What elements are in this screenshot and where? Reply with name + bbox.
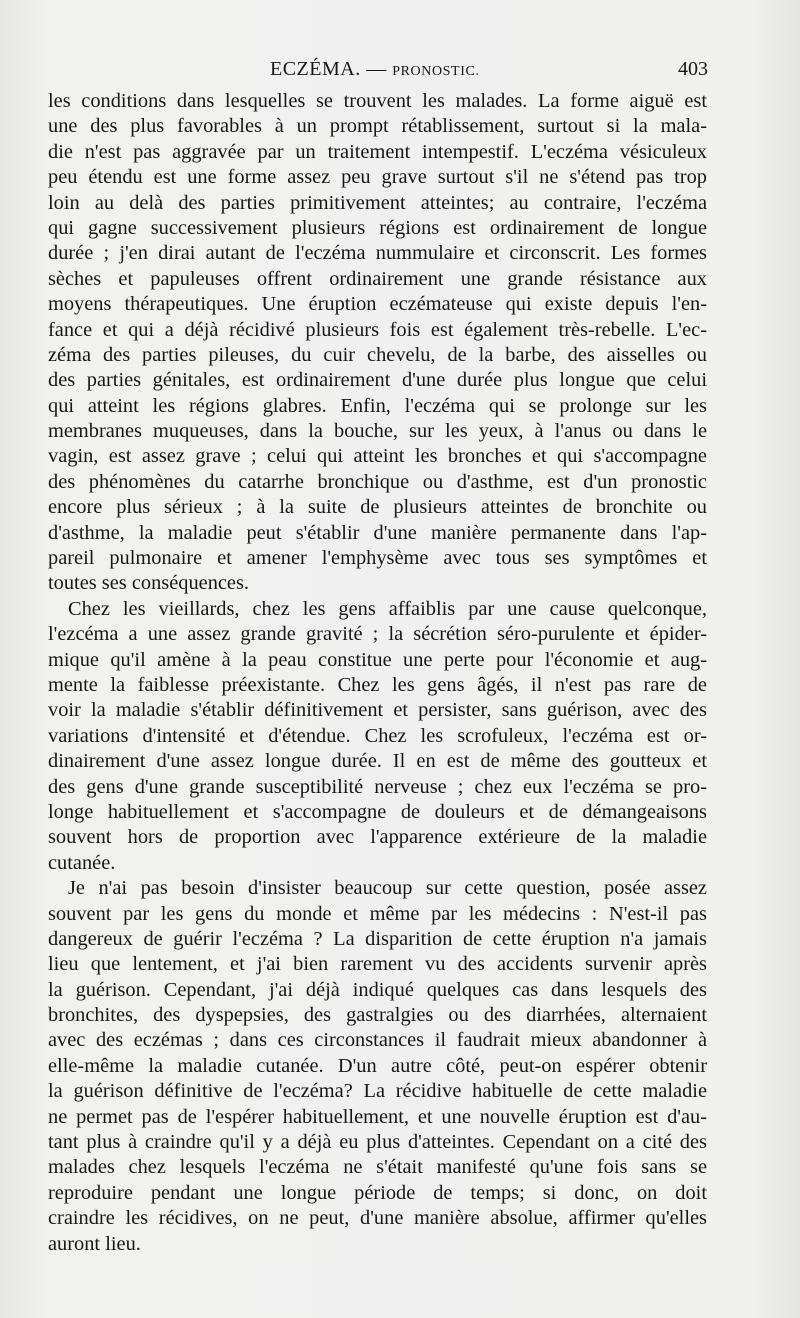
text-line: sèches et papuleuses offrent ordinairement une grande résistance aux	[48, 267, 707, 290]
page-number: 403	[678, 58, 708, 80]
text-line: tant plus à craindre qu'il y a déjà eu plus d'atteintes. Cependant on a cité des	[48, 1131, 707, 1154]
text-line: craindre les récidives, on ne peut, d'une manière absolue, affirmer qu'elles	[48, 1207, 707, 1230]
body-text	[48, 89, 707, 1257]
text-line: une des plus favorables à un prompt rétablissement, surtout si la mala-	[48, 115, 707, 138]
text-line: malades chez lesquels l'eczéma ne s'était manifesté qu'une fois sans se	[48, 1156, 707, 1179]
text-line: elle-même la maladie cutanée. D'un autre côté, peut-on espérer obtenir	[48, 1054, 707, 1077]
text-line: lieu que lentement, et j'ai bien rarement vu des accidents survenir après	[48, 953, 707, 976]
text-line: d'asthme, la maladie peut s'établir d'une manière permanente dans l'ap-	[48, 521, 707, 544]
text-line: des parties génitales, est ordinairement d'une durée plus longue que celui	[48, 369, 707, 392]
text-line: pareil pulmonaire et amener l'emphysème avec tous ses symptômes et	[48, 547, 707, 570]
text-line: loin au delà des parties primitivement atteintes; au contraire, l'eczéma	[48, 191, 707, 214]
running-title	[270, 58, 480, 81]
text-line: membranes muqueuses, dans la bouche, sur les yeux, à l'anus ou dans le	[48, 420, 707, 443]
text-line: la guérison définitive de l'eczéma? La récidive habituelle de cette maladie	[48, 1080, 707, 1103]
text-line: cutanée.	[48, 851, 116, 874]
text-line: encore plus sérieux ; à la suite de plusieurs atteintes de bronchite ou	[48, 496, 707, 519]
text-line: toutes ses conséquences.	[48, 572, 250, 595]
running-title-main: ECZÉMA.	[270, 58, 361, 80]
paragraph	[48, 597, 707, 876]
text-line: Chez les vieillards, chez les gens affaiblis par une cause quelconque,	[68, 597, 707, 620]
text-line: les conditions dans lesquelles se trouvent les malades. La forme aiguë est	[48, 90, 707, 112]
text-line: voir la maladie s'établir définitivement et persister, sans guérison, avec des	[48, 699, 707, 722]
running-title-separator: —	[360, 58, 393, 80]
text-line: avec des eczémas ; dans ces circonstances il faudrait mieux abandonner à	[48, 1029, 707, 1052]
text-line: moyens thérapeutiques. Une éruption eczémateuse qui existe depuis l'en-	[48, 293, 707, 316]
text-line: qui gagne successivement plusieurs régions est ordinairement de longue	[48, 216, 707, 239]
text-line: reproduire pendant une longue période de temps; si donc, on doit	[48, 1181, 707, 1204]
text-line: dinairement d'une assez longue durée. Il en est de même des goutteux et	[48, 750, 707, 773]
text-line: Je n'ai pas besoin d'insister beaucoup sur cette question, posée assez	[68, 877, 707, 900]
text-line: die n'est pas aggravée par un traitement intempestif. L'eczéma vésiculeux	[48, 140, 707, 163]
text-line: dangereux de guérir l'eczéma ? La disparition de cette éruption n'a jamais	[48, 927, 707, 950]
text-line: des gens d'une grande susceptibilité nerveuse ; chez eux l'eczéma se pro-	[48, 775, 707, 798]
running-title-subtitle: PRONOSTIC.	[392, 64, 480, 79]
text-line: auront lieu.	[48, 1232, 141, 1255]
text-line: mique qu'il amène à la peau constitue une perte pour l'économie et aug-	[48, 648, 707, 671]
text-line: des phénomènes du catarrhe bronchique ou d'asthme, est d'un pronostic	[48, 470, 707, 493]
paragraph	[48, 876, 707, 1257]
text-line: souvent hors de proportion avec l'apparence extérieure de la maladie	[48, 826, 707, 849]
text-line: ne permet pas de l'espérer habituellement, et une nouvelle éruption est d'au-	[48, 1105, 707, 1128]
text-line: bronchites, des dyspepsies, des gastralgies ou des diarrhées, alternaient	[48, 1004, 707, 1027]
text-line: variations d'intensité et d'étendue. Chez les scrofuleux, l'eczéma est or-	[48, 724, 707, 747]
text-line: peu étendu est une forme assez peu grave surtout s'il ne s'étend pas trop	[48, 166, 707, 189]
text-line: mente la faiblesse préexistante. Chez les gens âgés, il n'est pas rare de	[48, 673, 707, 696]
text-line: souvent par les gens du monde et même par les médecins : N'est-il pas	[48, 902, 707, 925]
text-line: longe habituellement et s'accompagne de douleurs et de démangeaisons	[48, 800, 707, 823]
text-line: durée ; j'en dirai autant de l'eczéma nummulaire et circonscrit. Les formes	[48, 242, 707, 265]
text-line: la guérison. Cependant, j'ai déjà indiqué quelques cas dans lesquels des	[48, 978, 707, 1001]
page-header	[48, 58, 708, 86]
text-line: zéma des parties pileuses, du cuir chevelu, de la barbe, des aisselles ou	[48, 343, 707, 366]
text-line: l'ezcéma a une assez grande gravité ; la sécrétion séro-purulente et épider-	[48, 623, 707, 646]
paragraph	[48, 89, 707, 597]
text-line: vagin, est assez grave ; celui qui atteint les bronches et qui s'accompagne	[48, 445, 707, 468]
text-line: qui atteint les régions glabres. Enfin, l'eczéma qui se prolonge sur les	[48, 394, 707, 417]
text-line: fance et qui a déjà récidivé plusieurs fois est également très-rebelle. L'ec-	[48, 318, 707, 341]
